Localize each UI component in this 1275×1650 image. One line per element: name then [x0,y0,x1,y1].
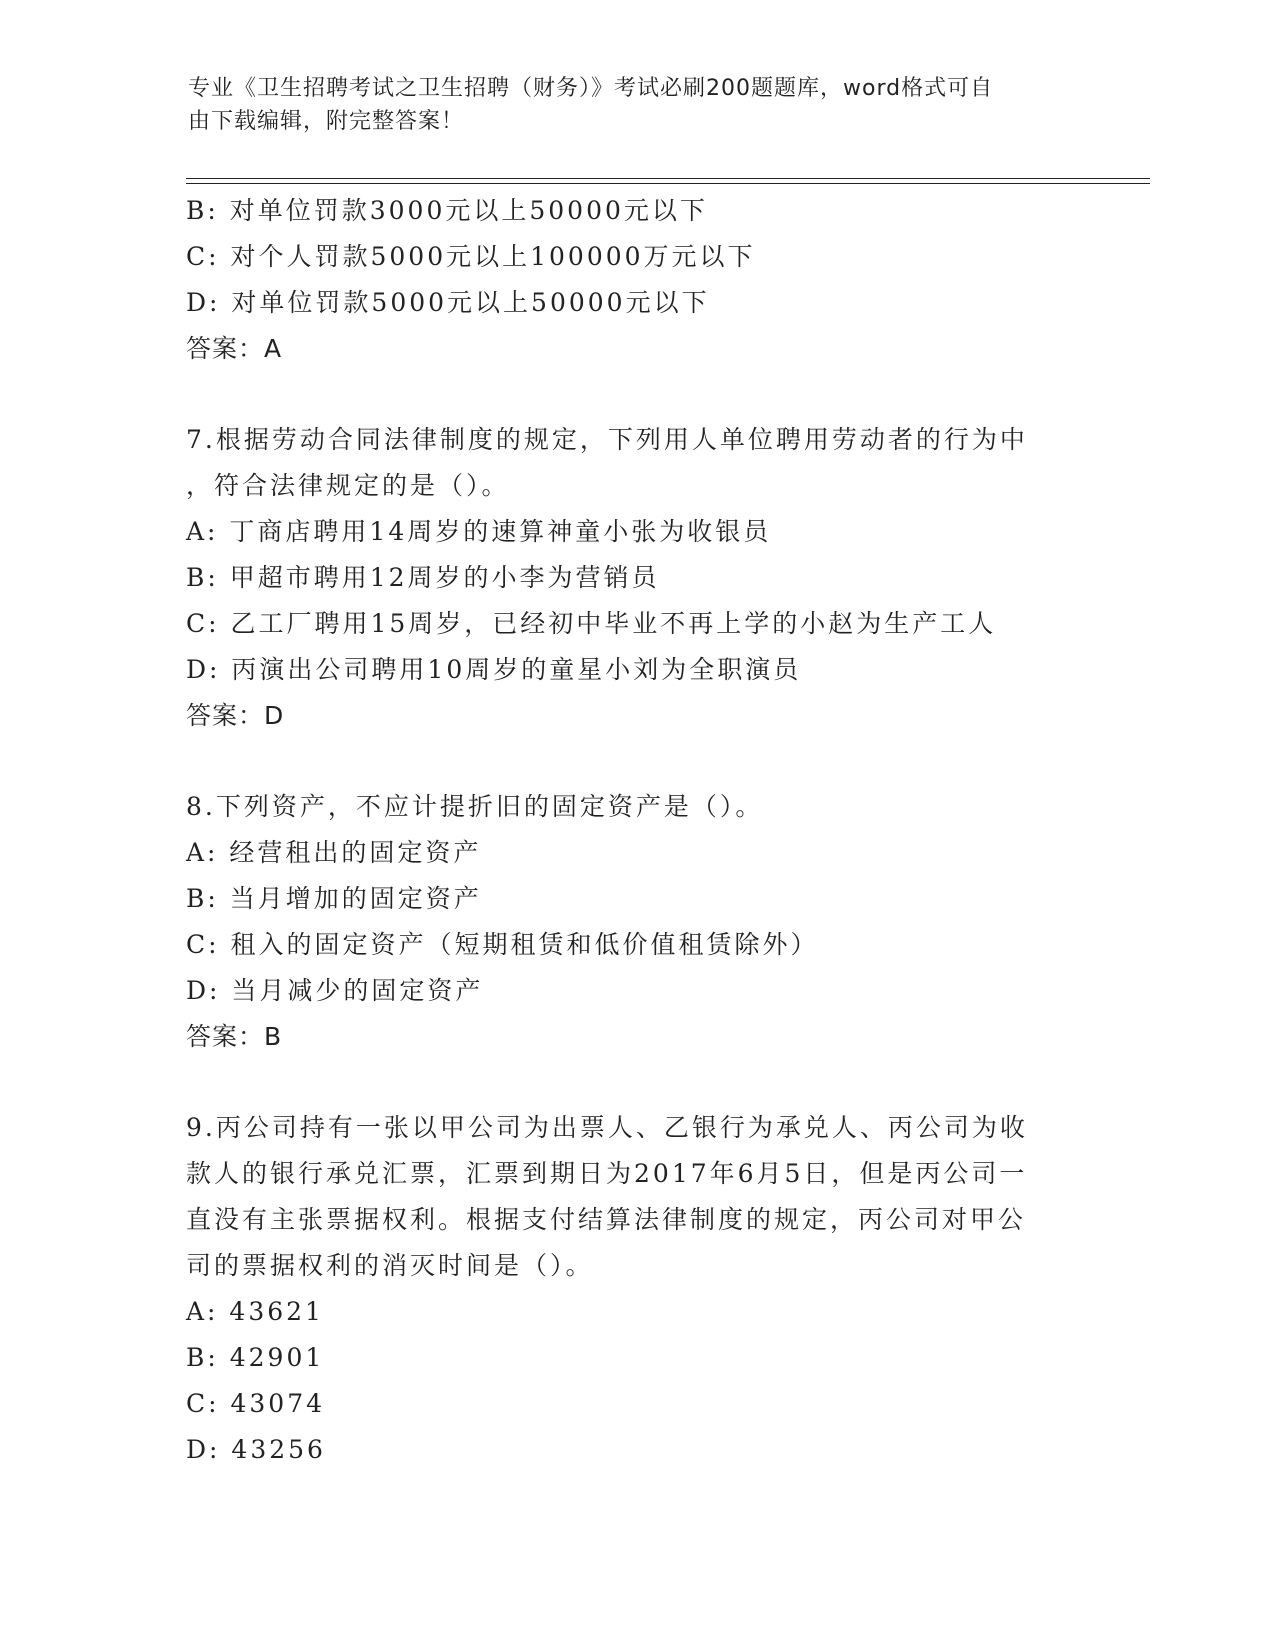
option-d: D: 对单位罚款5000元以上50000元以下 [186,288,710,317]
question-6-tail [186,188,1146,372]
option-b: B: 当月增加的固定资产 [186,884,482,913]
option-a: A: 丁商店聘用14周岁的速算神童小张为收银员 [186,517,772,546]
document-header [188,72,1068,138]
option-a: A: 43621 [186,1297,324,1326]
question-8 [186,784,1146,1060]
question-stem-line: 8.下列资产，不应计提折旧的固定资产是（）。 [186,792,764,821]
question-stem-line: 款人的银行承兑汇票，汇票到期日为2017年6月5日，但是丙公司一 [186,1159,1028,1188]
question-stem-line: ，符合法律规定的是（）。 [186,471,510,500]
header-divider-bottom [186,183,1150,184]
option-c: C: 43074 [186,1389,326,1418]
option-d: D: 43256 [186,1435,326,1464]
answer-line: 答案：B [186,1022,283,1051]
header-divider-top [186,178,1150,179]
option-b: B: 42901 [186,1343,325,1372]
question-stem-line: 9.丙公司持有一张以甲公司为出票人、乙银行为承兑人、丙公司为收 [186,1113,1028,1142]
option-c: C: 租入的固定资产（短期租赁和低价值租赁除外） [186,930,819,959]
option-b: B: 对单位罚款3000元以上50000元以下 [186,196,708,225]
question-stem-line: 直没有主张票据权利。根据支付结算法律制度的规定，丙公司对甲公 [186,1205,1027,1234]
answer-line: 答案：A [186,334,283,363]
option-c: C: 乙工厂聘用15周岁，已经初中毕业不再上学的小赵为生产工人 [186,609,997,638]
question-stem-line: 7.根据劳动合同法律制度的规定，下列用人单位聘用劳动者的行为中 [186,425,1028,454]
question-7 [186,417,1146,739]
question-stem-line: 司的票据权利的消灭时间是（）。 [186,1251,594,1280]
option-d: D: 当月减少的固定资产 [186,976,484,1005]
header-line-1: 专业《卫生招聘考试之卫生招聘（财务）》考试必刷200题题库，word格式可自 [188,76,994,101]
spacer [186,739,1146,784]
option-b: B: 甲超市聘用12周岁的小李为营销员 [186,563,660,592]
option-a: A: 经营租出的固定资产 [186,838,482,867]
question-9 [186,1105,1146,1473]
header-line-2: 由下载编辑，附完整答案！ [188,109,465,134]
question-list [186,188,1146,1473]
option-c: C: 对个人罚款5000元以上100000万元以下 [186,242,756,271]
spacer [186,1060,1146,1105]
spacer [186,372,1146,417]
answer-line: 答案：D [186,701,285,730]
option-d: D: 丙演出公司聘用10周岁的童星小刘为全职演员 [186,655,802,684]
